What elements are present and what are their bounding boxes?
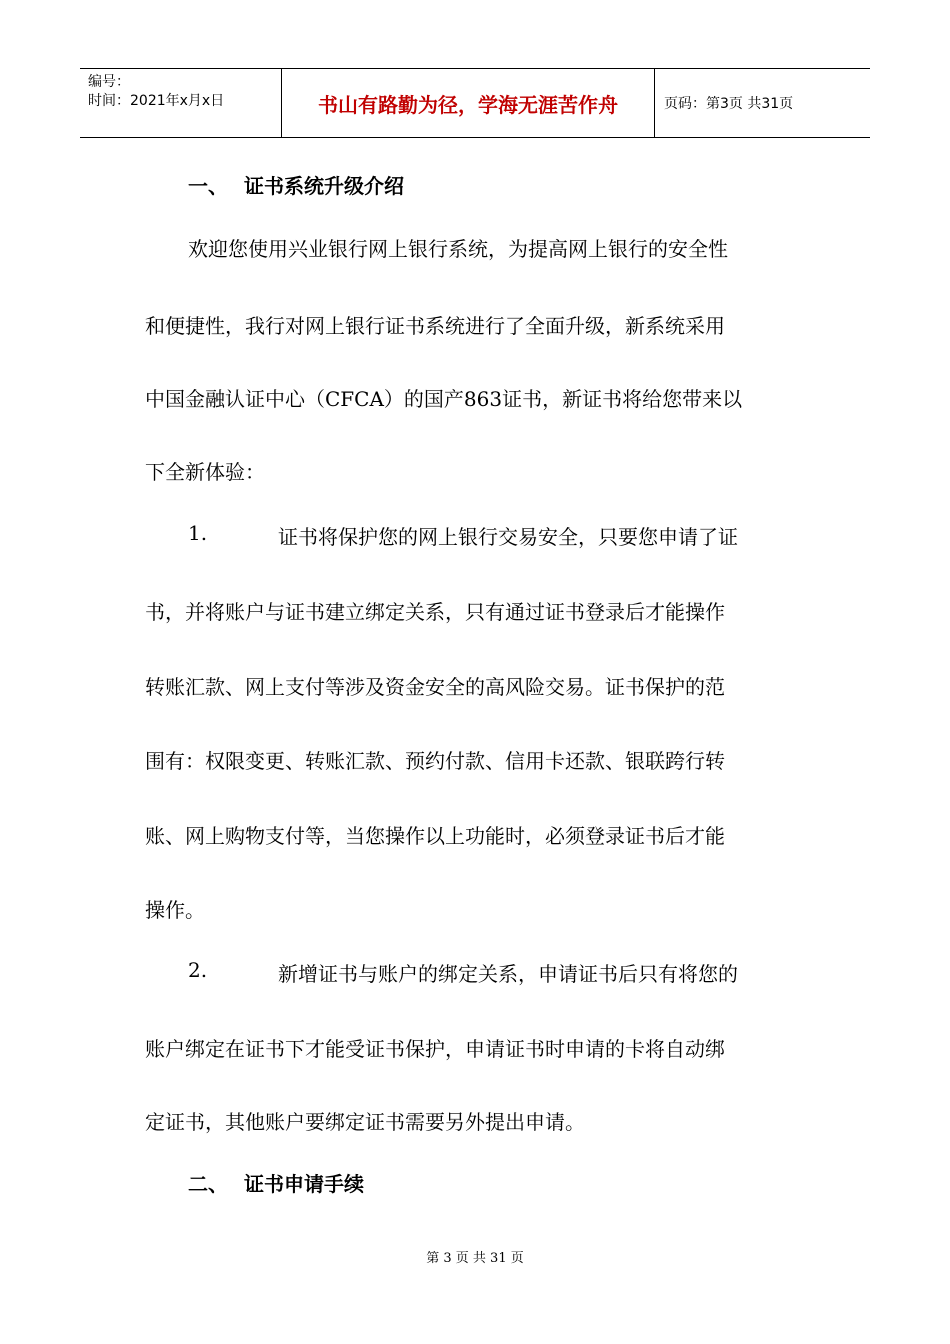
paragraph-line: 欢迎您使用兴业银行网上银行系统，为提高网上银行的安全性	[188, 237, 728, 261]
paragraph-line: 账、网上购物支付等，当您操作以上功能时，必须登录证书后才能	[145, 824, 725, 848]
section-heading-1	[188, 170, 404, 199]
section-number: 一、	[188, 174, 228, 198]
paragraph-line: 下全新体验：	[145, 460, 265, 484]
page-header	[80, 68, 870, 138]
section-heading-2	[188, 1168, 364, 1197]
list-item-first-line: 新增证书与账户的绑定关系，申请证书后只有将您的	[278, 962, 738, 986]
paragraph-line: 操作。	[145, 898, 205, 922]
list-item-first-line: 证书将保护您的网上银行交易安全，只要您申请了证	[278, 525, 738, 549]
number-label: 编号：	[88, 74, 130, 90]
header-meta	[80, 69, 282, 137]
paragraph-line: 围有：权限变更、转账汇款、预约付款、信用卡还款、银联跨行转	[145, 749, 725, 773]
section-number: 二、	[188, 1172, 228, 1196]
paragraph-line: 书，并将账户与证书建立绑定关系，只有通过证书登录后才能操作	[145, 600, 725, 624]
list-item-number: 1.	[188, 521, 208, 545]
header-motto: 书山有路勤为径，学海无涯苦作舟	[282, 69, 655, 137]
paragraph-line: 定证书，其他账户要绑定证书需要另外提出申请。	[145, 1110, 585, 1134]
paragraph-line: 中国金融认证中心（CFCA）的国产863证书，新证书将给您带来以	[145, 387, 743, 411]
paragraph-line: 转账汇款、网上支付等涉及资金安全的高风险交易。证书保护的范	[145, 675, 725, 699]
time-label: 时间：2021年x月x日	[88, 93, 225, 109]
page-footer: 第 3 页 共 31 页	[426, 1251, 524, 1266]
section-title: 证书系统升级介绍	[244, 174, 404, 198]
section-title: 证书申请手续	[244, 1172, 364, 1196]
paragraph-line: 和便捷性，我行对网上银行证书系统进行了全面升级，新系统采用	[145, 314, 725, 338]
paragraph-line: 账户绑定在证书下才能受证书保护，申请证书时申请的卡将自动绑	[145, 1037, 725, 1061]
header-page-info: 页码：第3页 共31页	[664, 96, 794, 112]
list-item-number: 2.	[188, 958, 208, 982]
